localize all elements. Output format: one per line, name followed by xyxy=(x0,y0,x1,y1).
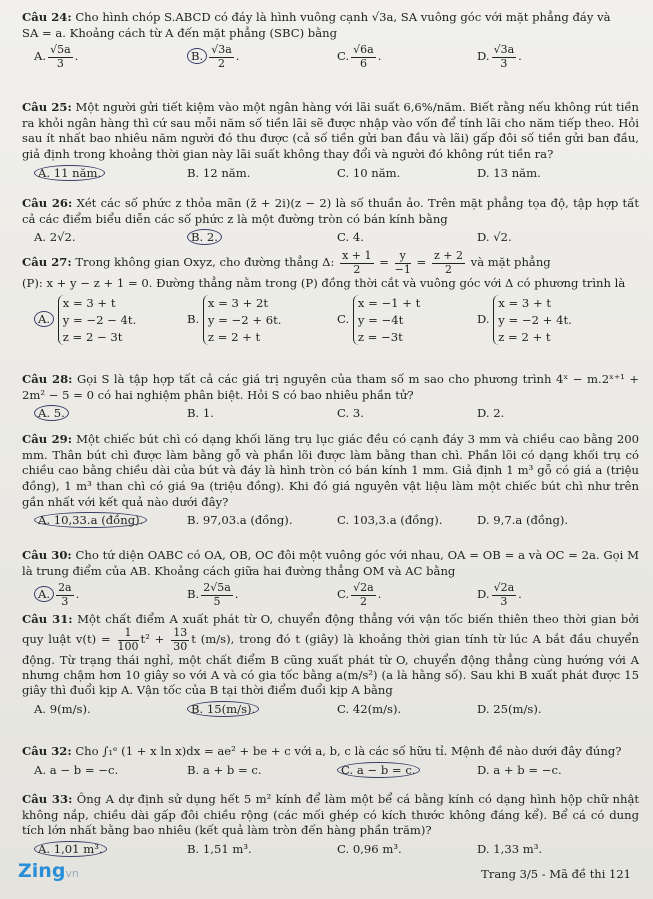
question-27: Câu 27: Trong không gian Oxyz, cho đường thẳng Δ: $\frac{x + 1}{2}$ = $\frac{y}{-1}$ = $\frac{z + 2}{2}$ và mặt phẳng (P): x + y − z + 1 = 0. Đường thẳng nằm trong (P) đồng thời cắt và vuông góc với Δ có phương trình là A. x = 3 + t y = −2 − 4t. z = 2 − 3t B. x = 3 + 2t y = −2 + 6t. z = 2 + t C. x = −1 + t y = −4t z = −3t D. x = 3 + t y = −2 + 4t. z = 2 + t xyxy=(22,250,639,357)
option-text: A. 10,33.a (đồng). xyxy=(34,512,147,528)
denominator: 2 xyxy=(444,262,452,276)
logo-suffix: vn xyxy=(65,867,79,881)
option-c[interactable]: C. 42(m/s). xyxy=(337,701,402,716)
option-key: A. xyxy=(34,49,47,64)
equation-system xyxy=(493,295,572,345)
option-key: B. xyxy=(187,48,207,64)
question-33 xyxy=(22,792,639,860)
equation-system xyxy=(203,295,282,345)
fraction xyxy=(56,582,74,608)
denominator: 2 xyxy=(359,594,367,608)
option-text: A. 5. xyxy=(34,405,69,421)
option-c[interactable]: C. $\frac{√6a}{6}$ . xyxy=(337,43,382,70)
denominator: 3 xyxy=(61,594,69,608)
option-b[interactable] xyxy=(187,230,222,246)
option-d[interactable]: D. $\frac{√3a}{3}$ . xyxy=(477,43,522,70)
question-label: Câu 32: xyxy=(22,744,72,758)
equation-line: z = 2 + t xyxy=(207,329,261,344)
answer-options xyxy=(22,166,639,184)
question-text: Gọi S là tập hợp tất cả các giá trị nguyên của tham số m sao cho phương trình 4ˣ − m.2ˣ⁺¹ + 2m² − 5 = 0 có hai nghiệm phân biệt. Hỏi S có bao nhiêu phần tử? xyxy=(22,372,640,402)
equation-line: z = 2 − 3t xyxy=(62,329,123,344)
fraction xyxy=(492,44,517,70)
option-d[interactable]: D. a + b = −c. xyxy=(477,762,562,777)
option-b[interactable]: B. 1. xyxy=(187,406,214,421)
option-d[interactable]: D. 9,7.a (đồng). xyxy=(477,513,569,528)
denominator: 3 xyxy=(500,56,508,70)
equation-line: x = 3 + 2t xyxy=(207,295,269,310)
option-a[interactable]: A. a − b = −c. xyxy=(34,762,119,777)
option-key: C. xyxy=(337,49,350,64)
option-b[interactable]: B. 12 năm. xyxy=(187,165,251,180)
option-key: D. xyxy=(477,587,490,602)
option-key: B. xyxy=(187,312,200,327)
question-label: Câu 30: xyxy=(22,548,72,562)
numerator: 2a xyxy=(58,581,72,595)
option-a[interactable]: A. $\frac{√5a}{3}$ . xyxy=(34,43,79,70)
option-a[interactable] xyxy=(34,295,136,345)
question-text: Một chất điểm A xuất phát từ O, chuyển động thẳng với vận tốc biến thiên theo thời gian bởi quy luật v(t) = xyxy=(22,612,640,647)
question-text: Cho tứ diện OABC có OA, OB, OC đôi một vuông góc với nhau, OA = OB = a và OC = 2a. Gọi M là trung điểm của AB. Khoảng cách giữa hai đường thẳng OM và AC bằng xyxy=(22,548,639,578)
denominator: 5 xyxy=(213,594,221,608)
fraction xyxy=(118,627,139,653)
equation-line: x = 3 + t xyxy=(498,295,552,310)
fraction xyxy=(340,250,373,276)
question-text: (P): x + y − z + 1 = 0. Đường thẳng nằm trong (P) đồng thời cắt và vuông góc với Δ có phương trình là xyxy=(22,276,626,291)
fraction xyxy=(432,250,465,276)
option-d[interactable] xyxy=(477,295,572,345)
option-a[interactable]: A. 2√2. xyxy=(34,230,76,245)
question-text: t (m/s), trong đó t (giây) là khoảng thời gian tính từ lúc A bắt đầu chuyển động. Từ trạng thái nghỉ, một chất điểm B cũng xuất phát từ O, chuyển động thẳng cùng hướng với A nhưng chậm hơn 10 giây so với A và có gia tốc bằng a(m/s²) (a là hằng số). Sau khi B xuất phát được 15 giây thì đuổi kịp A. Vận tốc của B tại thời điểm đuổi kịp A bằng xyxy=(22,632,639,698)
answer-options xyxy=(22,44,639,74)
denominator: 3 xyxy=(56,56,64,70)
question-label: Câu 26: xyxy=(22,196,73,210)
option-key: D. xyxy=(477,49,490,64)
option-a[interactable] xyxy=(34,513,147,529)
answer-options xyxy=(22,702,639,720)
option-key: C. xyxy=(337,587,350,602)
answer-options xyxy=(22,295,639,357)
option-a[interactable] xyxy=(34,842,107,858)
question-29 xyxy=(22,432,639,531)
answer-options xyxy=(22,513,639,531)
answer-options xyxy=(22,230,639,248)
fraction xyxy=(395,250,411,276)
question-label: Câu 28: xyxy=(22,372,73,386)
denominator: 100 xyxy=(117,639,139,653)
question-text: Xét các số phức z thỏa mãn (z̄ + 2i)(z − 2) là số thuần ảo. Trên mặt phẳng tọa độ, tập hợp tất cả các điểm biểu diễn các số phức z là một đường tròn có bán kính bằng xyxy=(22,196,639,226)
option-d[interactable]: D. 13 năm. xyxy=(477,165,541,180)
option-a[interactable]: A. 9(m/s). xyxy=(34,701,91,716)
option-a[interactable] xyxy=(34,166,105,182)
denominator: 3 xyxy=(500,594,508,608)
option-key: D. xyxy=(477,312,490,327)
question-text: và mặt phẳng xyxy=(470,255,551,270)
equation-line: z = −3t xyxy=(357,329,403,344)
page-footer: Trang 3/5 - Mã đề thi 121 xyxy=(481,867,631,882)
question-24 xyxy=(22,10,639,74)
numerator: z + 2 xyxy=(433,249,463,262)
numerator: √5a xyxy=(50,43,71,57)
answer-options xyxy=(22,582,639,612)
option-text: A. 1,01 m³. xyxy=(34,841,107,857)
numerator: 2√5a xyxy=(203,581,231,595)
equation-line: y = −2 − 4t. xyxy=(62,312,137,327)
option-key: A. xyxy=(34,586,54,602)
numerator: 1 xyxy=(118,627,139,641)
numerator: x + 1 xyxy=(342,249,372,262)
option-c[interactable] xyxy=(337,763,420,779)
fraction xyxy=(492,582,517,608)
option-c[interactable]: C. 10 năm. xyxy=(337,165,401,180)
fraction xyxy=(209,44,234,70)
option-a[interactable]: A. $\frac{2a}{3}$ . xyxy=(34,582,79,608)
question-text: t² + xyxy=(140,632,170,647)
option-b[interactable] xyxy=(187,702,259,718)
question-text: Một chiếc bút chì có dạng khối lăng trụ lục giác đều có cạnh đáy 3 mm và chiều cao bằng 200 mm. Thân bút chì được làm bằng gỗ và phần lõi được làm bằng than chì. Phần lõi có dạng khối trụ có chiều cao bằng chiều dài của bút và đáy là hình tròn có bán kính 1 mm. Giả định 1 m³ gỗ có giá a (triệu đồng), 1 m³ than chì có giá 9a (triệu đồng). Khi đó giá nguyên vật liệu làm một chiếc bút chì như trên gần nhất với kết quả nào dưới đây? xyxy=(22,432,639,509)
question-30 xyxy=(22,548,639,612)
numerator: √3a xyxy=(211,43,232,57)
fraction xyxy=(48,44,73,70)
question-label: Câu 25: xyxy=(22,100,72,114)
option-key: C. xyxy=(337,312,350,327)
option-b[interactable]: B. $\frac{√3a}{2}$ . xyxy=(187,44,239,70)
denominator: 6 xyxy=(359,56,367,70)
option-text: A. 11 năm. xyxy=(34,165,105,181)
denominator: −1 xyxy=(394,262,411,276)
question-label: Câu 27: xyxy=(22,255,72,270)
fraction xyxy=(351,582,376,608)
option-a[interactable] xyxy=(34,406,69,422)
equation-line: y = −2 + 6t. xyxy=(207,312,282,327)
question-text: Ông A dự định sử dụng hết 5 m² kính để làm một bể cá bằng kính có dạng hình hộp chữ nhật không nắp, chiều dài gấp đôi chiều rộng (các mối ghép có kích thước không đáng kể). Bể cá có dung tích lớn nhất bằng bao nhiêu (kết quả làm tròn đến hàng phần trăm)? xyxy=(22,792,640,838)
question-text: SA = a. Khoảng cách từ A đến mặt phẳng (SBC) bằng xyxy=(22,25,338,40)
denominator: 2 xyxy=(353,262,361,276)
equation-line: z = 2 + t xyxy=(498,329,551,344)
option-b[interactable]: B. a + b = c. xyxy=(187,762,262,777)
numerator: √3a xyxy=(493,43,515,57)
option-key: B. xyxy=(187,587,200,602)
logo-text: Zing xyxy=(18,860,66,883)
option-d[interactable]: D. 1,33 m³. xyxy=(477,841,543,856)
option-d[interactable]: D. 2. xyxy=(477,406,505,421)
option-c[interactable]: C. 3. xyxy=(337,406,364,421)
option-d[interactable]: D. $\frac{√2a}{3}$ . xyxy=(477,581,522,608)
question-label: Câu 29: xyxy=(22,432,73,446)
answer-options xyxy=(22,763,639,781)
question-31 xyxy=(22,612,639,720)
equation-system xyxy=(353,295,420,345)
option-text: B. 2. xyxy=(187,229,222,245)
question-26 xyxy=(22,196,639,248)
option-b[interactable]: B. $\frac{2√5a}{5}$ . xyxy=(187,581,239,608)
question-32 xyxy=(22,744,639,781)
answer-options xyxy=(22,406,639,424)
question-text: Trong không gian Oxyz, cho đường thẳng Δ: xyxy=(75,255,335,270)
option-c[interactable]: C. 0,96 m³. xyxy=(337,841,402,856)
option-key: A. xyxy=(34,311,54,327)
option-text: B. 15(m/s). xyxy=(187,701,259,717)
question-text: Cho hình chóp S.ABCD có đáy là hình vuông cạnh √3a, SA vuông góc với mặt phẳng đáy và xyxy=(75,10,611,24)
equation-line: x = −1 + t xyxy=(357,295,421,310)
equation-line: y = −2 + 4t. xyxy=(498,312,572,327)
numerator: √2a xyxy=(493,581,515,595)
option-c[interactable] xyxy=(337,295,420,345)
question-label: Câu 24: xyxy=(22,10,72,24)
question-label: Câu 33: xyxy=(22,792,73,806)
denominator: 30 xyxy=(173,639,188,653)
option-d[interactable]: D. 25(m/s). xyxy=(477,701,542,716)
zing-logo xyxy=(18,859,79,885)
option-b[interactable]: B. 97,03.a (đồng). xyxy=(187,513,293,528)
answer-options xyxy=(22,842,639,860)
question-text: Cho ∫₁ᵉ (1 + x ln x)dx = ae² + be + c với a, b, c là các số hữu tỉ. Mệnh đề nào dưới đây đúng? xyxy=(75,744,622,758)
option-text: C. a − b = c. xyxy=(337,762,420,778)
option-b[interactable] xyxy=(187,295,281,345)
question-text: Một người gửi tiết kiệm vào một ngân hàng với lãi suất 6,6%/năm. Biết rằng nếu không rút tiền ra khỏi ngân hàng thì cứ sau mỗi năm số tiền lãi sẽ được nhập vào vốn để tính lãi cho năm tiếp theo. Hỏi sau ít nhất bao nhiêu năm người đó thu được (cả số tiền gửi ban đầu và lãi) gấp đôi số tiền gửi ban đầu, giả định trong khoảng thời gian này lãi suất không thay đổi và người đó không rút tiền ra? xyxy=(22,100,640,161)
numerator: √2a xyxy=(353,581,374,595)
question-25 xyxy=(22,100,639,184)
numerator: 13 xyxy=(173,626,188,640)
option-d[interactable]: D. √2. xyxy=(477,230,512,245)
option-b[interactable]: B. 1,51 m³. xyxy=(187,841,252,856)
equation-line: y = −4t xyxy=(357,312,404,327)
fraction xyxy=(171,627,189,653)
equation-line: x = 3 + t xyxy=(62,295,116,310)
denominator: 2 xyxy=(218,56,225,70)
numerator: √6a xyxy=(353,43,374,57)
question-28 xyxy=(22,372,639,424)
numerator: y xyxy=(395,250,411,264)
option-c[interactable]: C. 103,3.a (đồng). xyxy=(337,513,443,528)
option-c[interactable]: C. $\frac{√2a}{2}$ . xyxy=(337,581,382,608)
option-c[interactable]: C. 4. xyxy=(337,230,364,245)
question-label: Câu 31: xyxy=(22,612,73,626)
equation-system xyxy=(58,295,137,345)
fraction xyxy=(201,582,233,608)
fraction xyxy=(351,44,376,70)
